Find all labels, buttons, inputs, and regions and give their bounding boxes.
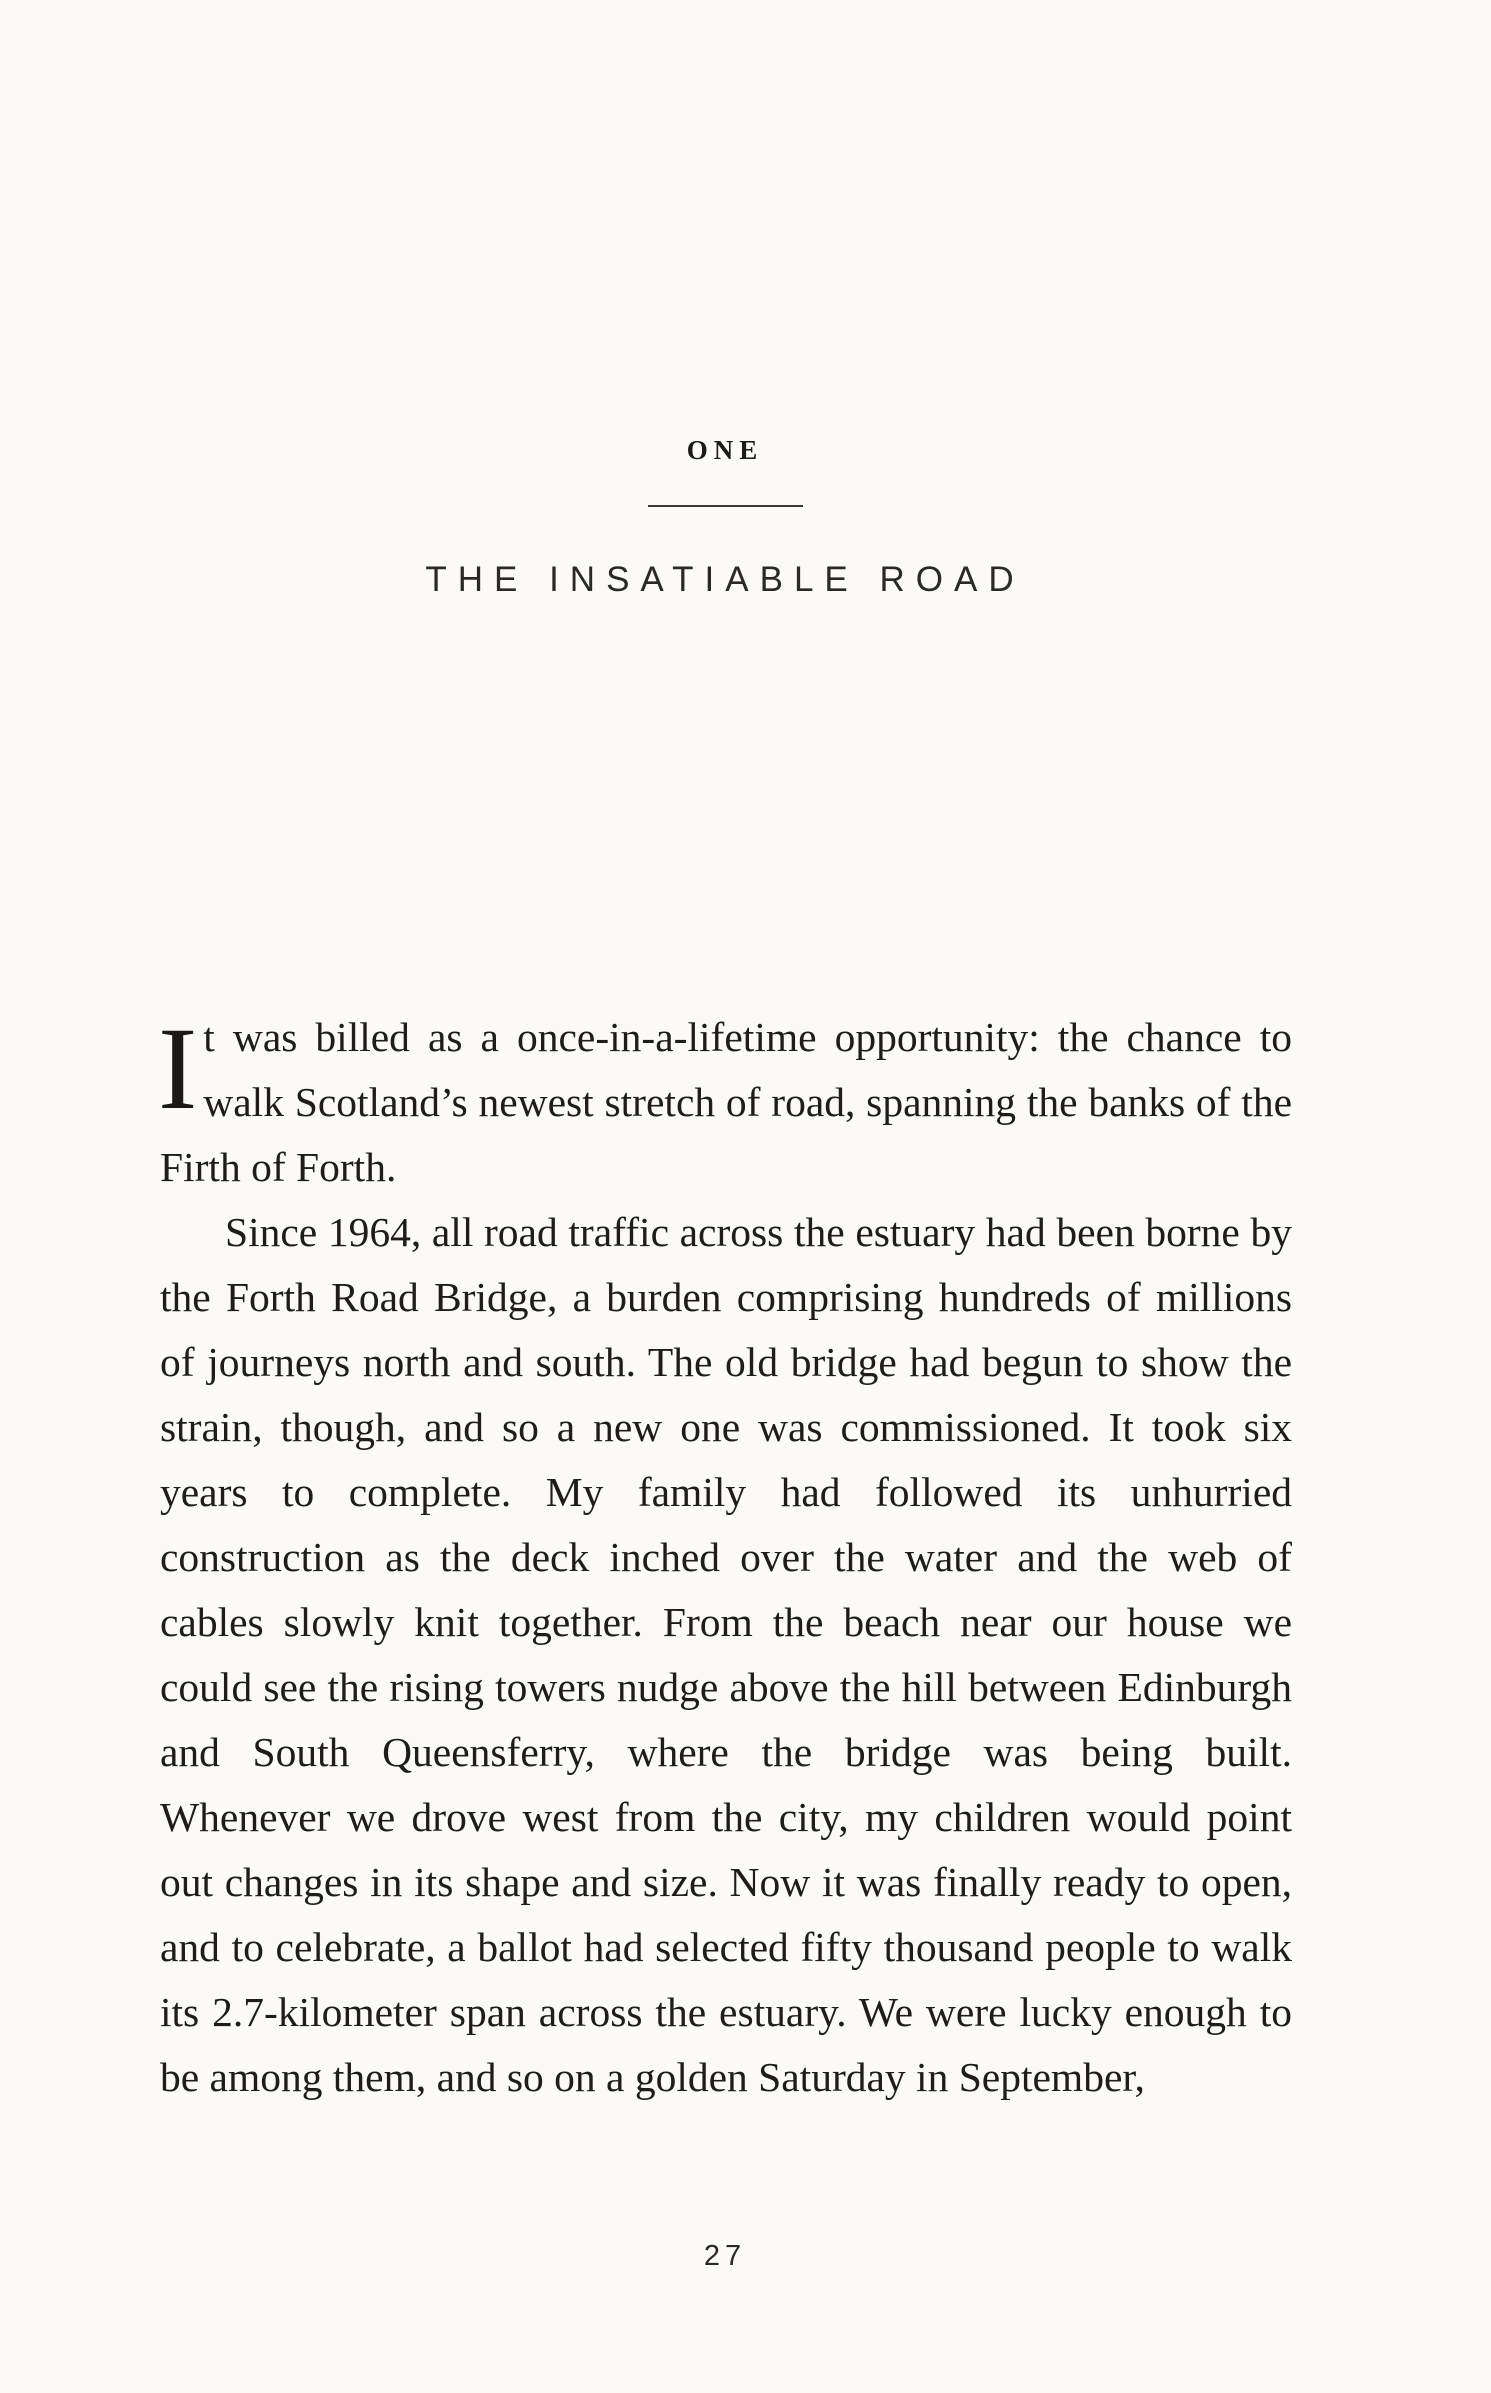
- page-number: 27: [703, 2240, 747, 2272]
- paragraph-second: Since 1964, all road traffic across the estuary had been borne by the Forth Road Bridge, a burden comprising hundreds of millions of journeys north and south. The old bridge had begun to show the strain, though, and so a new one was commissioned. It took six years to complete. My family had followed its unhurried construction as the deck inched over the water and the web of cables slowly knit together. From the beach near our house we could see the rising towers nudge above the hill between Edinburgh and South Queensferry, where the bridge was being built. Whenever we drove west from the city, my children would point out changes in its shape and size. Now it was finally ready to open, and to celebrate, a ballot had selected fifty thousand people to walk its 2.7-kilometer span across the estuary. We were lucky enough to be among them, and so on a golden Saturday in September,: [160, 1209, 1292, 2100]
- chapter-title: THE INSATIABLE ROAD: [425, 560, 1025, 599]
- drop-cap: I: [158, 1003, 198, 1134]
- body-text: [160, 1005, 1292, 2110]
- chapter-number: ONE: [686, 435, 764, 465]
- chapter-divider: [648, 505, 803, 507]
- paragraph-first-text: t was billed as a once-in-a-lifetime opportunity: the chance to walk Scotland’s newest stretch of road, spanning the banks of the Firth of Forth.: [160, 1014, 1292, 1190]
- paragraph-first: [160, 1005, 1292, 1200]
